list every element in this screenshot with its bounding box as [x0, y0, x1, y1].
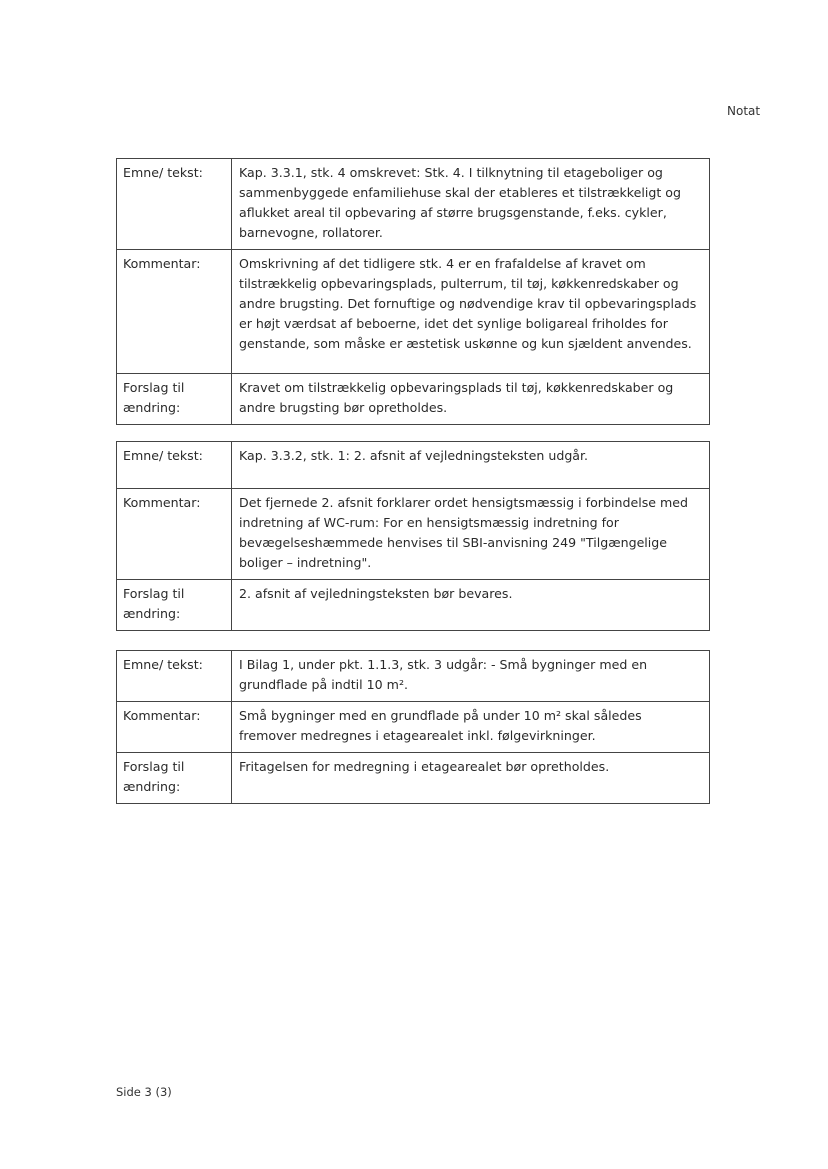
row-label: Emne/ tekst:: [117, 159, 232, 250]
table-row: [117, 753, 710, 804]
row-text: Små bygninger med en grundflade på under 10 m² skal således fremover medregnes i etagearealet inkl. følgevirkninger.: [232, 702, 710, 753]
row-text: Kravet om tilstrækkelig opbevaringsplads til tøj, køkkenredskaber og andre brugsting bør opretholdes.: [232, 374, 710, 425]
row-text: 2. afsnit af vejledningsteksten bør bevares.: [232, 580, 710, 631]
row-label: Emne/ tekst:: [117, 651, 232, 702]
comment-block-1: [116, 158, 710, 425]
row-label: Kommentar:: [117, 702, 232, 753]
row-label: Forslag til ændring:: [117, 580, 232, 631]
row-text: Det fjernede 2. afsnit forklarer ordet hensigtsmæssig i forbindelse med indretning af WC-rum: For en hensigtsmæssig indretning for bevægelseshæmmede henvises til SBI-anvisning 249 "Tilgængelige boliger – indretning".: [232, 489, 710, 580]
table-row: [117, 580, 710, 631]
row-text: I Bilag 1, under pkt. 1.1.3, stk. 3 udgår: - Små bygninger med en grundflade på indtil 10 m².: [232, 651, 710, 702]
table-row: [117, 489, 710, 580]
table-row: [117, 702, 710, 753]
page-number: Side 3 (3): [116, 1085, 172, 1099]
row-text: Fritagelsen for medregning i etagearealet bør opretholdes.: [232, 753, 710, 804]
table-row: [117, 159, 710, 250]
row-text: Kap. 3.3.1, stk. 4 omskrevet: Stk. 4. I tilknytning til etageboliger og sammenbyggede enfamiliehuse skal der etableres et tilstrækkeligt og aflukket areal til opbevaring af større brugsgenstande, f.eks. cykler, barnevogne, rollatorer.: [232, 159, 710, 250]
table-row: [117, 442, 710, 489]
table-row: [117, 651, 710, 702]
row-text: Omskrivning af det tidligere stk. 4 er en frafaldelse af kravet om tilstrækkelig opbevaringsplads, pulterrum, til tøj, køkkenredskaber og andre brugsting. Det fornuftige og nødvendige krav til opbevaringsplads er højt værdsat af beboerne, idet det synlige boligareal friholdes for genstande, som måske er æstetisk uskønne og kun sjældent anvendes.: [232, 250, 710, 374]
row-text: Kap. 3.3.2, stk. 1: 2. afsnit af vejledningsteksten udgår.: [232, 442, 710, 489]
row-label: Kommentar:: [117, 250, 232, 374]
row-label: Forslag til ændring:: [117, 374, 232, 425]
header-label: Notat: [727, 104, 761, 118]
table-row: [117, 250, 710, 374]
row-label: Forslag til ændring:: [117, 753, 232, 804]
comment-block-2: [116, 441, 710, 631]
row-label: Emne/ tekst:: [117, 442, 232, 489]
comment-block-3: [116, 650, 710, 804]
row-label: Kommentar:: [117, 489, 232, 580]
table-row: [117, 374, 710, 425]
